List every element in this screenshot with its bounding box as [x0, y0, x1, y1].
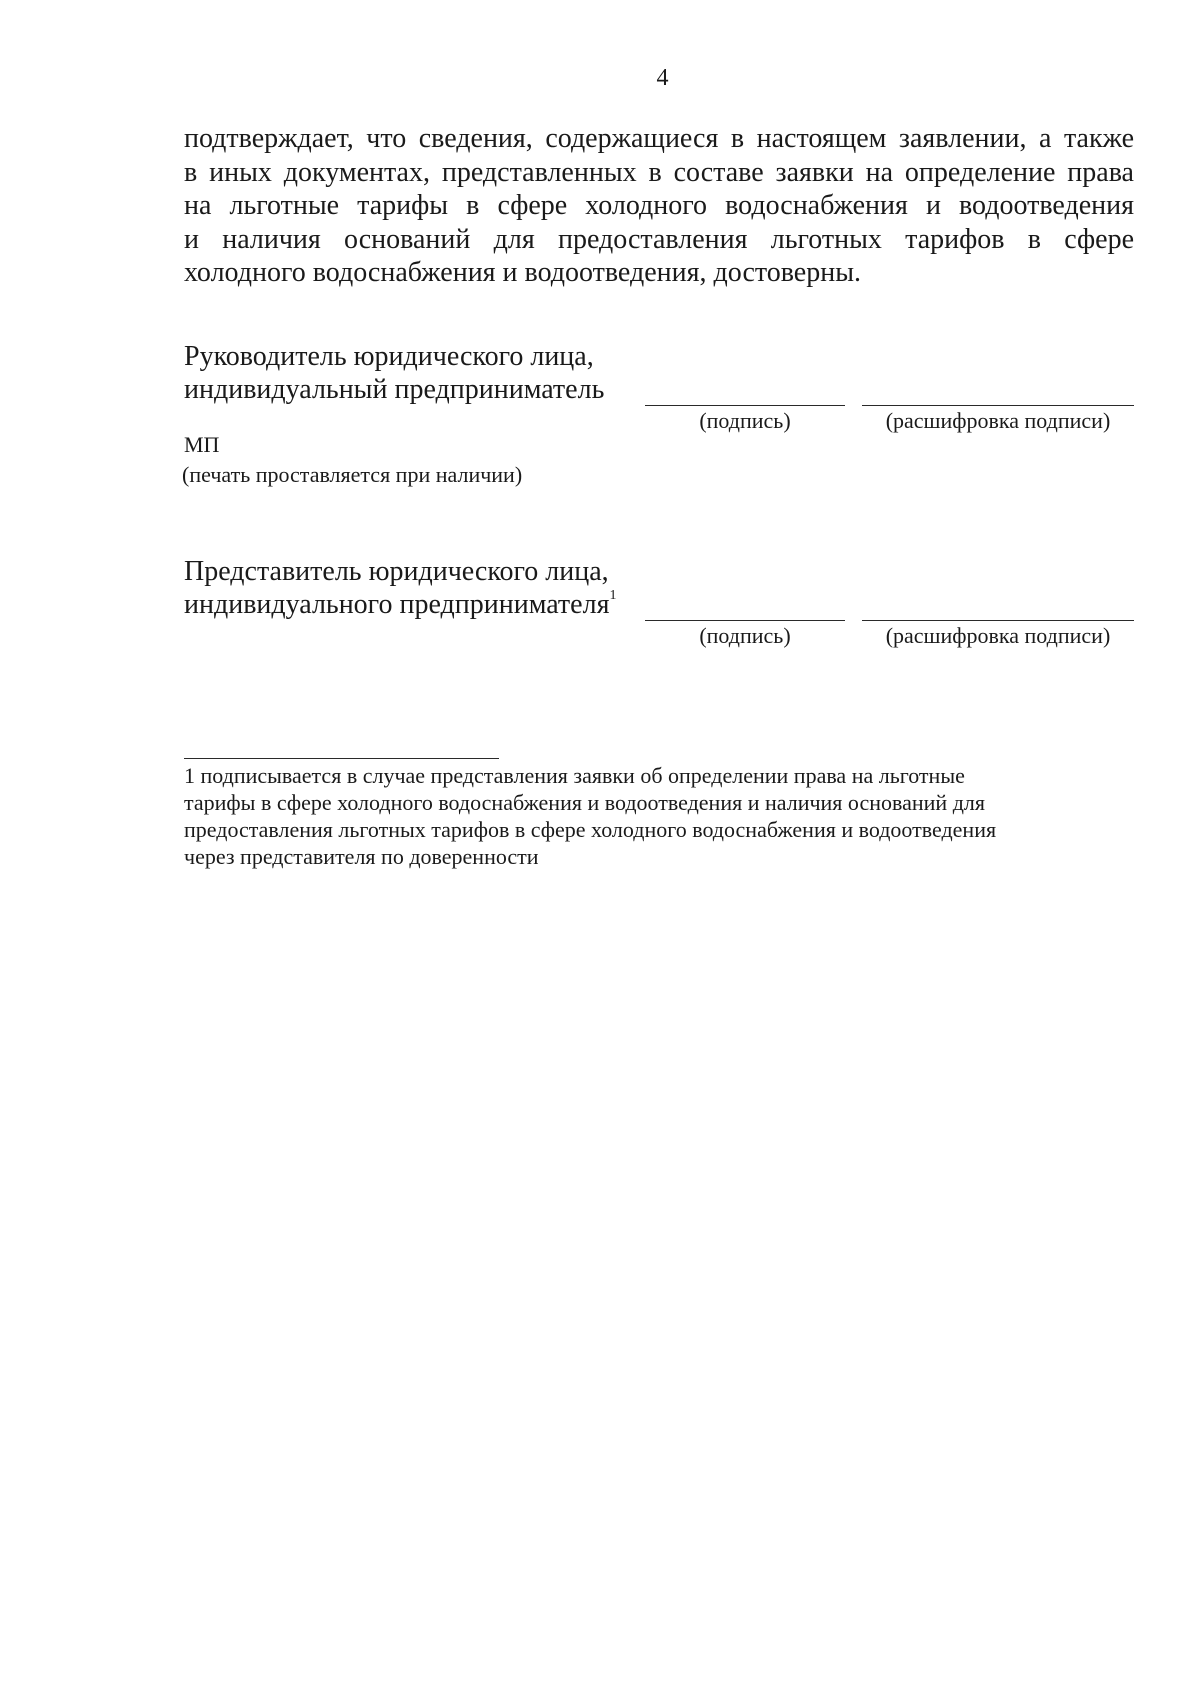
footnote-line: тарифы в сфере холодного водоснабжения и водоотведения и наличия оснований для — [184, 790, 985, 815]
stamp-note: (печать проставляется при наличии) — [182, 462, 523, 487]
footnote-separator — [184, 758, 499, 759]
representative-role-line-1: Представитель юридического лица, — [184, 556, 609, 587]
head-role-line-1: Руководитель юридического лица, — [184, 341, 594, 372]
head-signature-line — [645, 405, 845, 406]
body-line: подтверждает, что сведения, содержащиеся в настоящем заявлении, а также — [184, 123, 1134, 154]
representative-decoding-caption: (расшифровка подписи) — [885, 623, 1111, 648]
head-role-line-2: индивидуальный предприниматель — [184, 374, 605, 405]
representative-signature-caption: (подпись) — [699, 623, 791, 648]
head-decoding-line — [862, 405, 1134, 406]
body-line: на льготные тарифы в сфере холодного водоснабжения и водоотведения — [184, 190, 1134, 221]
body-line: в иных документах, представленных в составе заявки на определение права — [184, 156, 1134, 188]
head-decoding-caption: (расшифровка подписи) — [885, 408, 1111, 433]
footnote — [184, 762, 1134, 870]
footnote-reference: 1 — [609, 588, 617, 603]
footnote-line: через представителя по доверенности — [184, 844, 539, 869]
footnote-line: 1 подписывается в случае представления заявки об определении права на льготные — [184, 763, 965, 788]
representative-decoding-line — [862, 620, 1134, 621]
stamp-label: МП — [184, 432, 220, 457]
page-number: 4 — [656, 65, 669, 91]
representative-signature-line — [645, 620, 845, 621]
body-line: холодного водоснабжения и водоотведения, достоверны. — [184, 257, 862, 288]
head-signature-caption: (подпись) — [699, 408, 791, 433]
representative-role-line-2 — [184, 588, 616, 621]
body-line: и наличия оснований для предоставления льготных тарифов в сфере — [184, 223, 1134, 255]
representative-role-text: индивидуального предпринимателя — [184, 589, 610, 620]
body-paragraph — [184, 122, 1134, 290]
footnote-line: предоставления льготных тарифов в сфере холодного водоснабжения и водоотведения — [184, 817, 997, 842]
